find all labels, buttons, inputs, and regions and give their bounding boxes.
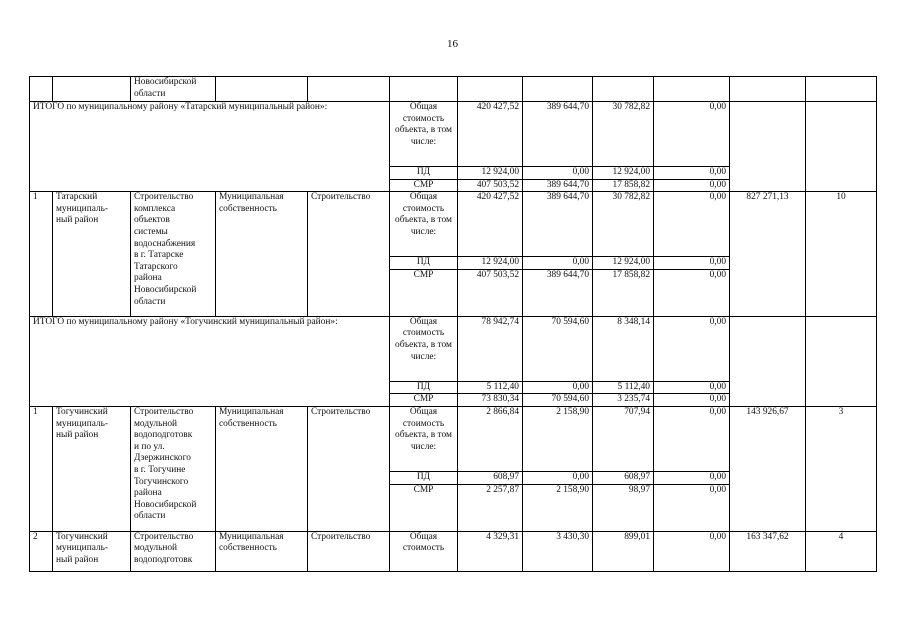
object-ownership bbox=[216, 531, 308, 571]
text-line: водоподготовк bbox=[134, 430, 193, 441]
object-row-general bbox=[30, 192, 877, 257]
text-line: Татарский bbox=[56, 192, 98, 203]
value-cell: 407 503,52 bbox=[458, 269, 523, 316]
value-cell: 0,00 bbox=[654, 102, 730, 167]
text-line: водоподготовк bbox=[134, 554, 193, 565]
value-cell: 420 427,52 bbox=[458, 102, 523, 167]
object-ownership bbox=[216, 192, 308, 317]
object-number: 1 bbox=[30, 406, 53, 531]
total-title-cell: ИТОГО по муниципальному району «Тогучинский муниципальный район»: bbox=[30, 316, 390, 406]
value-cell: 0,00 bbox=[654, 179, 730, 192]
value-cell: 0,00 bbox=[523, 381, 593, 394]
text-line: собственность bbox=[219, 418, 277, 429]
value-cell: 5 112,40 bbox=[458, 381, 523, 394]
text-line: Тогучинский bbox=[56, 406, 108, 417]
text-line: модульной bbox=[134, 418, 178, 429]
value-cell: 12 924,00 bbox=[458, 257, 523, 270]
text-line: системы bbox=[134, 226, 168, 237]
cost-type-cell: ПД bbox=[390, 167, 458, 180]
object-district bbox=[53, 406, 131, 531]
cell-empty bbox=[730, 316, 806, 406]
text-line: собственность bbox=[219, 203, 277, 214]
value-cell: 30 782,82 bbox=[593, 192, 654, 257]
text-line: модульной bbox=[134, 543, 178, 554]
cost-type-cell: Общая стоимость объекта, в том числе: bbox=[390, 406, 458, 471]
object-extra-count: 10 bbox=[806, 192, 877, 317]
value-cell: 2 866,84 bbox=[458, 406, 523, 471]
continuation-row bbox=[30, 77, 877, 102]
cost-type-cell: ПД bbox=[390, 471, 458, 484]
value-cell: 12 924,00 bbox=[593, 257, 654, 270]
value-cell: 0,00 bbox=[654, 406, 730, 471]
object-name bbox=[131, 192, 216, 317]
total-title-cell: ИТОГО по муниципальному району «Татарский муниципальный район»: bbox=[30, 102, 390, 192]
value-cell: 389 644,70 bbox=[523, 269, 593, 316]
text-line: Муниципальная bbox=[219, 192, 284, 203]
cell-empty bbox=[458, 77, 523, 102]
object-work-type: Строительство bbox=[308, 406, 390, 531]
value-cell: 17 858,82 bbox=[593, 269, 654, 316]
value-cell: 420 427,52 bbox=[458, 192, 523, 257]
value-cell: 5 112,40 bbox=[593, 381, 654, 394]
object-extra-count: 3 bbox=[806, 406, 877, 531]
text-line: Строительство bbox=[134, 406, 194, 417]
text-line: Дзержинского bbox=[134, 453, 191, 464]
value-cell: 70 594,60 bbox=[523, 394, 593, 407]
cost-type-cell: Общая стоимость объекта, в том числе: bbox=[390, 102, 458, 167]
value-cell: 70 594,60 bbox=[523, 316, 593, 381]
value-cell: 0,00 bbox=[654, 269, 730, 316]
cell-empty bbox=[806, 77, 877, 102]
value-cell: 389 644,70 bbox=[523, 179, 593, 192]
value-cell: 8 348,14 bbox=[593, 316, 654, 381]
value-cell: 0,00 bbox=[654, 192, 730, 257]
total-row-general bbox=[30, 102, 877, 167]
value-cell: 0,00 bbox=[654, 316, 730, 381]
text-line: в г. Тогучине bbox=[134, 464, 186, 475]
text-line: Строительство bbox=[134, 531, 194, 542]
value-cell: 3 430,30 bbox=[523, 531, 593, 571]
object-row-general bbox=[30, 531, 877, 571]
text-line: ный район bbox=[56, 554, 99, 565]
object-name bbox=[131, 531, 216, 571]
object-number: 2 bbox=[30, 531, 53, 571]
cost-type-cell: СМР bbox=[390, 484, 458, 531]
value-cell: 0,00 bbox=[654, 167, 730, 180]
cost-type-cell: СМР bbox=[390, 394, 458, 407]
value-cell: 608,97 bbox=[458, 471, 523, 484]
text-line: объектов bbox=[134, 215, 170, 226]
cost-type-cell: Общая стоимость объекта, в том числе: bbox=[390, 192, 458, 257]
text-line: водоснабжения bbox=[134, 238, 196, 249]
cost-type-cell: ПД bbox=[390, 381, 458, 394]
cell-empty bbox=[390, 77, 458, 102]
value-cell: 0,00 bbox=[523, 167, 593, 180]
cost-type-cell: Общая стоимость bbox=[390, 531, 458, 571]
cost-type-cell: СМР bbox=[390, 179, 458, 192]
text-line: ный район bbox=[56, 430, 99, 441]
cell-region-continuation bbox=[131, 77, 216, 102]
text-line: муниципаль- bbox=[56, 543, 109, 554]
object-row-general bbox=[30, 406, 877, 471]
object-district bbox=[53, 192, 131, 317]
cell-empty bbox=[216, 77, 308, 102]
cell-empty bbox=[308, 77, 390, 102]
value-cell: 73 830,34 bbox=[458, 394, 523, 407]
object-ownership bbox=[216, 406, 308, 531]
text-line: комплекса bbox=[134, 203, 176, 214]
value-cell: 12 924,00 bbox=[458, 167, 523, 180]
text-line: района bbox=[134, 273, 162, 284]
value-cell: 0,00 bbox=[654, 484, 730, 531]
object-name bbox=[131, 406, 216, 531]
cell-empty bbox=[53, 77, 131, 102]
value-cell: 2 158,90 bbox=[523, 484, 593, 531]
text-line: Муниципальная bbox=[219, 406, 284, 417]
value-cell: 0,00 bbox=[654, 471, 730, 484]
cell-empty bbox=[730, 102, 806, 192]
text-line: района bbox=[134, 488, 162, 499]
value-cell: 78 942,74 bbox=[458, 316, 523, 381]
text-line: Строительство bbox=[134, 192, 194, 203]
value-cell: 3 235,74 bbox=[593, 394, 654, 407]
object-extra-value: 143 926,67 bbox=[730, 406, 806, 531]
text-line: муниципаль- bbox=[56, 203, 109, 214]
value-cell: 0,00 bbox=[523, 257, 593, 270]
text-line: собственность bbox=[219, 543, 277, 554]
value-cell: 30 782,82 bbox=[593, 102, 654, 167]
cell-empty bbox=[806, 316, 877, 406]
cell-empty bbox=[523, 77, 593, 102]
page-number: 16 bbox=[447, 38, 458, 50]
value-cell: 0,00 bbox=[654, 381, 730, 394]
value-cell: 389 644,70 bbox=[523, 102, 593, 167]
value-cell: 4 329,31 bbox=[458, 531, 523, 571]
value-cell: 2 257,87 bbox=[458, 484, 523, 531]
text-line: ный район bbox=[56, 215, 99, 226]
cost-type-cell: ПД bbox=[390, 257, 458, 270]
text-line: области bbox=[134, 88, 166, 99]
object-work-type: Строительство bbox=[308, 192, 390, 317]
text-line: Муниципальная bbox=[219, 531, 284, 542]
text-line: в г. Татарске bbox=[134, 250, 184, 261]
object-extra-value: 163 347,62 bbox=[730, 531, 806, 571]
object-district bbox=[53, 531, 131, 571]
object-extra-value: 827 271,13 bbox=[730, 192, 806, 317]
object-extra-count: 4 bbox=[806, 531, 877, 571]
value-cell: 12 924,00 bbox=[593, 167, 654, 180]
value-cell: 0,00 bbox=[654, 394, 730, 407]
value-cell: 899,01 bbox=[593, 531, 654, 571]
cost-type-cell: Общая стоимость объекта, в том числе: bbox=[390, 316, 458, 381]
text-line: Новосибирской bbox=[134, 284, 197, 295]
value-cell: 0,00 bbox=[654, 257, 730, 270]
investment-table bbox=[29, 76, 877, 572]
value-cell: 0,00 bbox=[523, 471, 593, 484]
cell-empty bbox=[593, 77, 654, 102]
text-line: области bbox=[134, 511, 166, 522]
text-line: Новосибирской bbox=[134, 499, 197, 510]
text-line: и по ул. bbox=[134, 441, 165, 452]
value-cell: 2 158,90 bbox=[523, 406, 593, 471]
value-cell: 389 644,70 bbox=[523, 192, 593, 257]
text-line: Тогучинский bbox=[56, 531, 108, 542]
value-cell: 98,97 bbox=[593, 484, 654, 531]
cell-empty bbox=[806, 102, 877, 192]
text-line: Тогучинского bbox=[134, 476, 189, 487]
text-line: Новосибирской bbox=[134, 77, 197, 87]
text-line: области bbox=[134, 296, 166, 307]
total-row-general bbox=[30, 316, 877, 381]
value-cell: 707,94 bbox=[593, 406, 654, 471]
value-cell: 0,00 bbox=[654, 531, 730, 571]
value-cell: 608,97 bbox=[593, 471, 654, 484]
object-work-type: Строительство bbox=[308, 531, 390, 571]
text-line: муниципаль- bbox=[56, 418, 109, 429]
object-number: 1 bbox=[30, 192, 53, 317]
cell-empty bbox=[730, 77, 806, 102]
cell-empty bbox=[654, 77, 730, 102]
cell-empty bbox=[30, 77, 53, 102]
text-line: Татарского bbox=[134, 261, 178, 272]
cost-type-cell: СМР bbox=[390, 269, 458, 316]
value-cell: 407 503,52 bbox=[458, 179, 523, 192]
value-cell: 17 858,82 bbox=[593, 179, 654, 192]
